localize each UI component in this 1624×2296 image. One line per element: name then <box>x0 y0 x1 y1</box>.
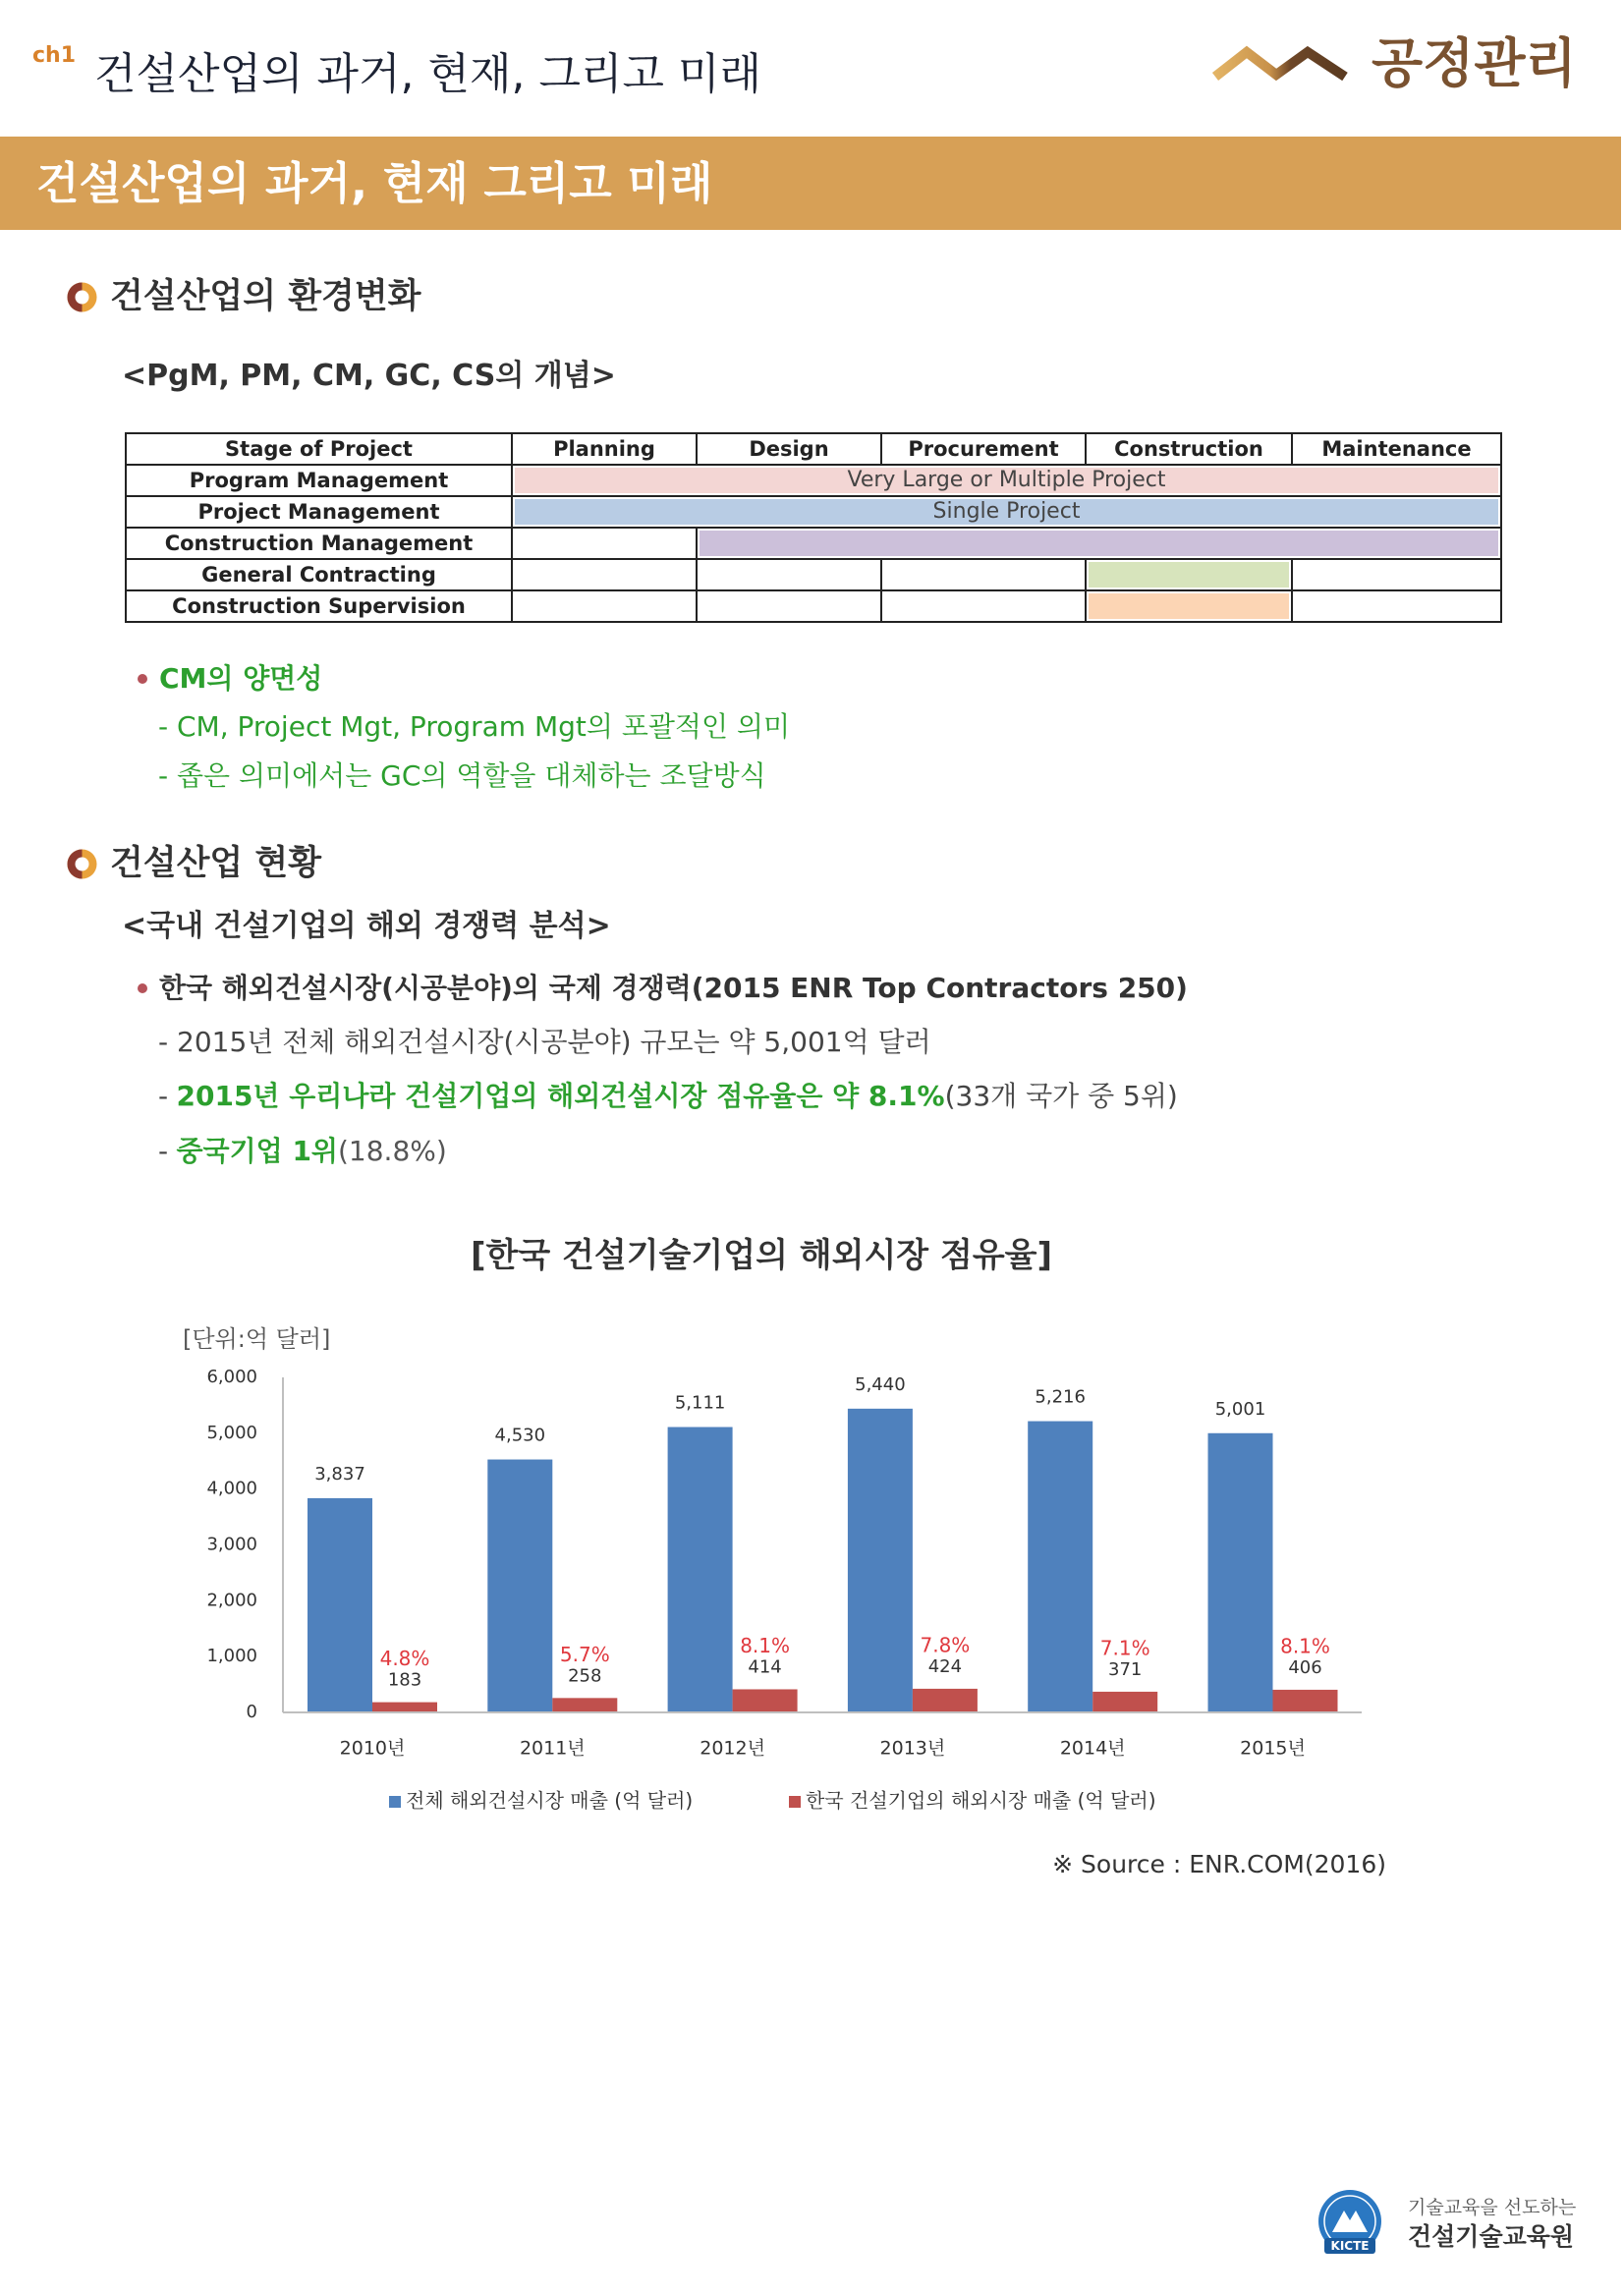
empty-cell <box>697 590 881 622</box>
y-tick-label-6: 0 <box>246 1702 257 1722</box>
bar-total-value-label-3: 5,111 <box>674 1392 726 1414</box>
table-row-construction-supervision <box>126 590 1501 622</box>
document-title: 건설산업의 과거, 현재, 그리고 미래 <box>94 49 761 99</box>
row-label: Construction Management <box>126 528 512 559</box>
section-subheading: <PgM, PM, CM, GC, CS의 개념> <box>122 359 616 393</box>
scope-cell <box>512 496 1501 528</box>
bar-korea-value-label-2: 258 <box>568 1665 602 1687</box>
table-row-program-management <box>126 465 1501 496</box>
bar-total-market-1 <box>308 1498 372 1712</box>
bar-korea-share-label-6: 8.1% <box>1280 1634 1330 1658</box>
y-tick-label-1: 5,000 <box>206 1422 257 1443</box>
y-tick-label-3: 3,000 <box>206 1534 257 1555</box>
scope-bar-project: Single Project <box>515 499 1498 525</box>
chart-unit-label: [단위:억 달러] <box>183 1325 331 1353</box>
point-item <box>158 1132 447 1171</box>
chart-title: [한국 건설기술기업의 해외시장 점유율] <box>470 1236 1053 1275</box>
point-title: CM의 양면성 <box>159 662 323 695</box>
bar-korea-value-label-6: 406 <box>1288 1656 1322 1678</box>
empty-cell <box>697 559 881 590</box>
legend-label-korea: 한국 건설기업의 해외시장 매출 (억 달러) <box>806 1788 1156 1813</box>
col-header-procurement: Procurement <box>881 433 1086 465</box>
legend-swatch-korea <box>789 1796 801 1808</box>
section-bullet-icon <box>66 281 98 313</box>
bar-korea-share-label-4: 7.8% <box>920 1633 971 1657</box>
bar-total-market-5 <box>1028 1422 1092 1712</box>
scope-bar-program: Very Large or Multiple Project <box>515 468 1498 493</box>
bar-korea-value-label-4: 424 <box>927 1655 963 1677</box>
col-header-design: Design <box>697 433 881 465</box>
scope-bar-cm <box>700 531 1498 556</box>
x-tick-label-6: 2015년 <box>1240 1737 1306 1760</box>
y-tick-label-5: 1,000 <box>206 1646 257 1667</box>
bar-korea-value-label-1: 183 <box>387 1669 422 1691</box>
point-item: - 2015년 전체 해외건설시장(시공분야) 규모는 약 5,001억 달러 <box>158 1026 931 1058</box>
kicte-logo-icon <box>1307 2189 1393 2258</box>
item-dash: - <box>158 1080 169 1112</box>
chapter-label: ch1 <box>32 43 77 68</box>
bar-korea-share-label-2: 5.7% <box>559 1642 610 1666</box>
x-tick-label-2: 2011년 <box>519 1737 586 1760</box>
bar-total-market-6 <box>1208 1433 1273 1712</box>
x-tick-label-4: 2013년 <box>879 1737 946 1760</box>
footer-org-name: 건설기술교육원 <box>1408 2222 1575 2251</box>
table-row-construction-management <box>126 528 1501 559</box>
table-header-row <box>126 433 1501 465</box>
section-heading: 건설산업의 환경변화 <box>110 277 421 316</box>
y-tick-label-0: 6,000 <box>206 1367 257 1387</box>
item-rest: (18.8%) <box>337 1135 447 1167</box>
row-label: Construction Supervision <box>126 590 512 622</box>
bar-total-market-2 <box>487 1460 552 1712</box>
bar-korea-share-label-1: 4.8% <box>379 1647 430 1671</box>
empty-cell <box>512 559 697 590</box>
section-bullet-icon <box>66 848 98 880</box>
row-label: General Contracting <box>126 559 512 590</box>
col-header-maintenance: Maintenance <box>1292 433 1501 465</box>
col-header-construction: Construction <box>1086 433 1292 465</box>
empty-cell <box>512 528 697 559</box>
bar-total-value-label-6: 5,001 <box>1214 1398 1266 1420</box>
scope-bar-gc <box>1089 562 1289 588</box>
y-tick-label-4: 2,000 <box>206 1590 257 1611</box>
col-header-stage: Stage of Project <box>126 433 512 465</box>
bar-korea-share-label-3: 8.1% <box>740 1633 791 1657</box>
col-header-planning: Planning <box>512 433 697 465</box>
scope-bar-cs <box>1089 593 1289 619</box>
point-title: 한국 해외건설시장(시공분야)의 국제 경쟁력(2015 ENR Top Contractors 250) <box>159 972 1188 1004</box>
scope-cell <box>1086 590 1292 622</box>
empty-cell <box>512 590 697 622</box>
empty-cell <box>1292 590 1501 622</box>
legend-label-total: 전체 해외건설시장 매출 (억 달러) <box>406 1788 694 1813</box>
empty-cell <box>881 590 1086 622</box>
row-label: Program Management <box>126 465 512 496</box>
bar-korea-market-1 <box>372 1703 437 1712</box>
bar-korea-market-3 <box>733 1689 798 1712</box>
legend-swatch-total <box>389 1796 401 1808</box>
stage-table <box>125 432 1502 623</box>
section-subheading: <국내 건설기업의 해외 경쟁력 분석> <box>122 909 611 943</box>
bar-chart <box>147 1307 1425 1827</box>
bar-korea-market-5 <box>1092 1692 1157 1712</box>
row-label: Project Management <box>126 496 512 528</box>
section-heading: 건설산업 현황 <box>110 844 322 883</box>
bar-korea-value-label-5: 371 <box>1108 1658 1143 1680</box>
title-banner <box>0 137 1621 230</box>
bar-total-value-label-2: 4,530 <box>494 1425 546 1446</box>
scope-cell <box>1086 559 1292 590</box>
logo-text: KICTE <box>1330 2239 1370 2253</box>
item-rest: (33개 국가 중 5위) <box>944 1080 1178 1112</box>
scope-cell <box>512 465 1501 496</box>
bar-korea-share-label-5: 7.1% <box>1099 1636 1150 1660</box>
x-tick-label-1: 2010년 <box>339 1737 406 1760</box>
footer-tagline: 기술교육을 선도하는 <box>1408 2197 1577 2218</box>
bar-korea-market-4 <box>913 1689 978 1712</box>
bullet-dot <box>138 983 147 993</box>
bar-korea-market-2 <box>552 1698 617 1712</box>
bar-korea-value-label-3: 414 <box>748 1656 782 1678</box>
bar-total-value-label-4: 5,440 <box>855 1373 906 1395</box>
empty-cell <box>881 559 1086 590</box>
bar-total-market-3 <box>668 1428 733 1712</box>
point-item: - 좁은 의미에서는 GC의 역할을 대체하는 조달방식 <box>158 759 766 792</box>
bar-total-market-4 <box>848 1409 913 1712</box>
y-tick-label-2: 4,000 <box>206 1478 257 1499</box>
banner-title: 건설산업의 과거, 현재 그리고 미래 <box>36 157 713 209</box>
bullet-dot <box>138 674 147 684</box>
table-row-general-contracting <box>126 559 1501 590</box>
brand-logo-icon <box>1211 45 1349 81</box>
x-tick-label-3: 2012년 <box>700 1737 765 1760</box>
brand-title: 공정관리 <box>1372 32 1577 94</box>
chart-source: ※ Source : ENR.COM(2016) <box>1052 1850 1386 1878</box>
item-highlight: 2015년 우리나라 건설기업의 해외건설시장 점유율은 약 8.1% <box>176 1080 945 1112</box>
item-dash: - <box>158 1135 169 1167</box>
item-highlight: 중국기업 1위 <box>176 1135 338 1167</box>
scope-cell <box>697 528 1501 559</box>
x-tick-label-5: 2014년 <box>1059 1737 1126 1760</box>
bar-korea-market-6 <box>1273 1690 1338 1712</box>
empty-cell <box>1292 559 1501 590</box>
table-row-project-management <box>126 496 1501 528</box>
point-item: - CM, Project Mgt, Program Mgt의 포괄적인 의미 <box>158 710 791 743</box>
point-item <box>158 1077 1178 1116</box>
bar-total-value-label-5: 5,216 <box>1035 1386 1086 1408</box>
bar-total-value-label-1: 3,837 <box>314 1463 365 1484</box>
